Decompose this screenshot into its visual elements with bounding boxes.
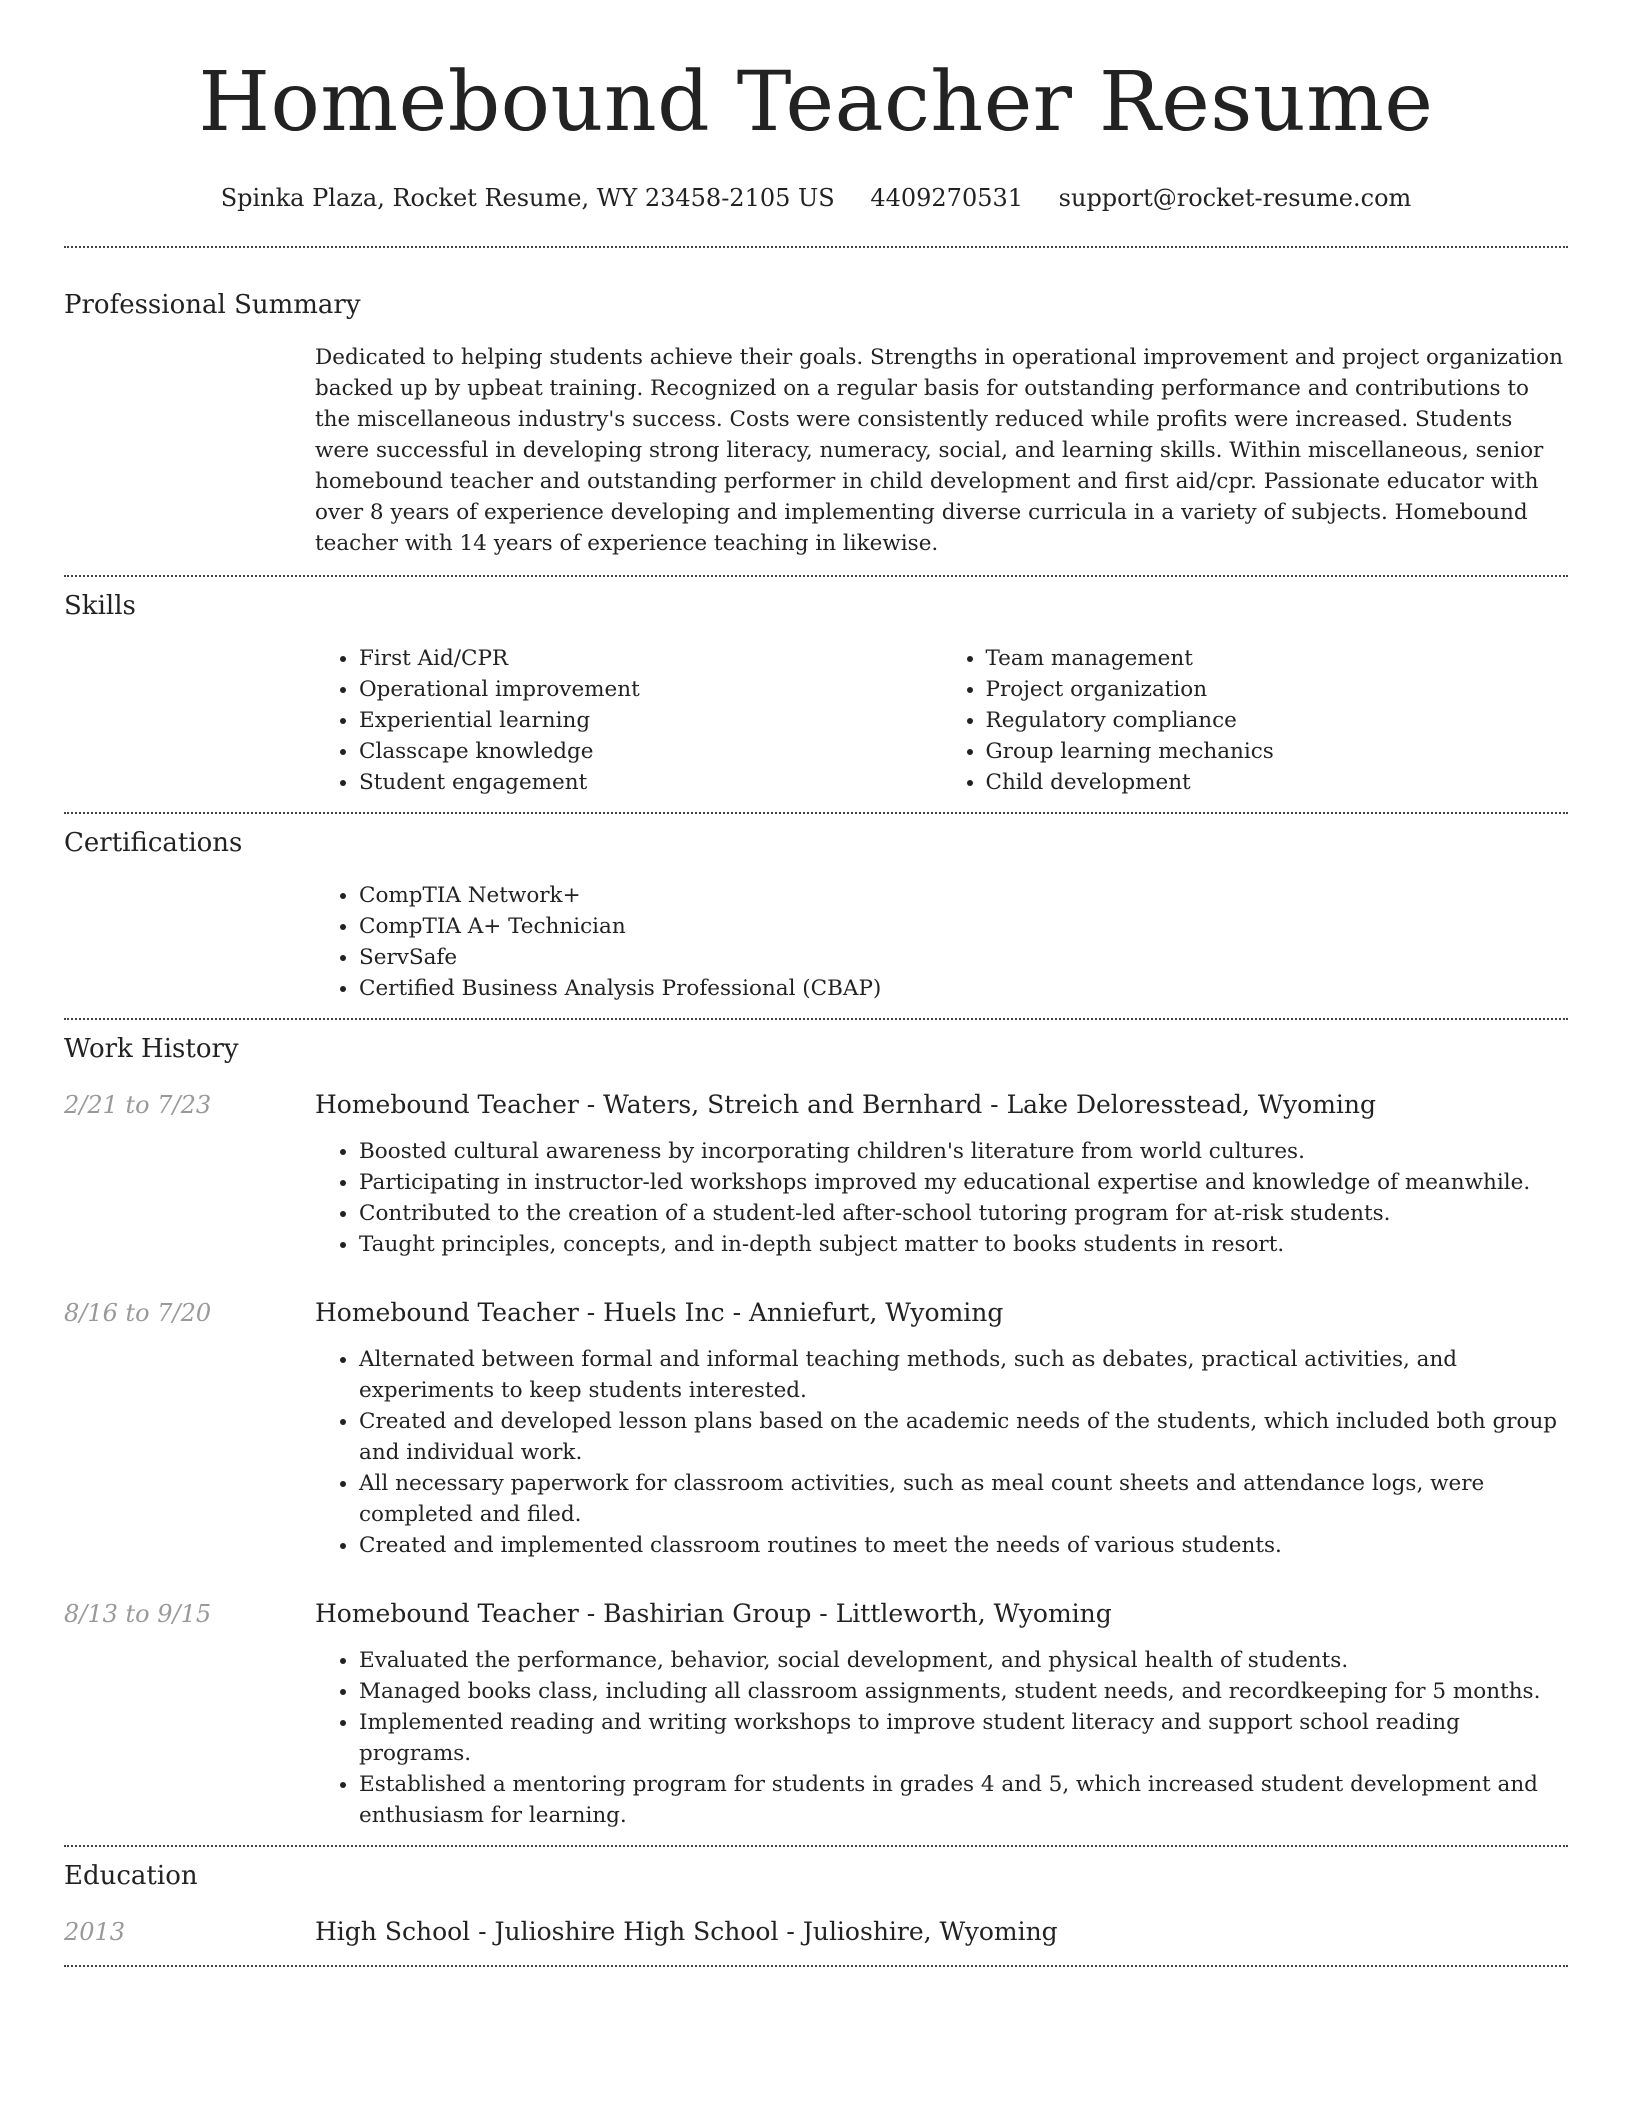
skill-item: • First Aid/CPR (359, 643, 942, 674)
skills-section (64, 577, 1568, 798)
education-date: 2013 (64, 1918, 126, 1946)
skill-item: • Experiential learning (359, 705, 942, 736)
certification-item: • CompTIA A+ Technician (359, 911, 1568, 942)
resume-title: Homebound Teacher Resume (198, 55, 1434, 150)
job-date: 2/21 to 7/23 (64, 1091, 212, 1119)
section-heading-certifications: Certifications (64, 828, 243, 858)
job-bullet: • Implemented reading and writing workshops to improve student literacy and support school reading programs. (359, 1707, 1568, 1769)
job-bullet: • Evaluated the performance, behavior, social development, and physical health of students. (359, 1645, 1568, 1676)
job-bullet: • Boosted cultural awareness by incorporating children's literature from world cultures. (359, 1136, 1568, 1167)
work-history-section (64, 1020, 1568, 1831)
certifications-section (64, 814, 1568, 1004)
section-heading-skills: Skills (64, 591, 136, 621)
contact-line (64, 180, 1568, 216)
job-title: Homebound Teacher - Bashirian Group - Littleworth, Wyoming (315, 1599, 1112, 1628)
job-bullet: • Alternated between formal and informal teaching methods, such as debates, practical activities, and experiments to keep students interested. (359, 1344, 1568, 1406)
job-bullet: • Participating in instructor-led workshops improved my educational expertise and knowledge of meanwhile. (359, 1167, 1568, 1198)
job-bullet: • Created and developed lesson plans based on the academic needs of the students, which included both group and individual work. (359, 1406, 1568, 1468)
job-bullets (315, 1136, 1568, 1260)
contact-address: Spinka Plaza, Rocket Resume, WY 23458-2105 US (220, 184, 835, 212)
skill-item: • Group learning mechanics (986, 736, 1569, 767)
certification-item: • Certified Business Analysis Professional (CBAP) (359, 973, 1568, 1004)
certification-item: • ServSafe (359, 942, 1568, 973)
job-bullet: • Contributed to the creation of a student-led after-school tutoring program for at-risk students. (359, 1198, 1568, 1229)
education-section (64, 1847, 1568, 1949)
skill-item: • Child development (986, 767, 1569, 798)
job-date: 8/16 to 7/20 (64, 1299, 212, 1327)
skill-item: • Project organization (986, 674, 1569, 705)
job-bullet: • All necessary paperwork for classroom activities, such as meal count sheets and attendance logs, were completed and filed. (359, 1468, 1568, 1530)
job-date: 8/13 to 9/15 (64, 1600, 212, 1628)
skills-list (315, 643, 1568, 798)
certifications-list (315, 880, 1568, 1004)
section-heading-summary: Professional Summary (64, 290, 361, 320)
section-heading-education: Education (64, 1861, 198, 1891)
job-bullet: • Established a mentoring program for students in grades 4 and 5, which increased student development and enthusiasm for learning. (359, 1769, 1568, 1831)
summary-section (64, 248, 1568, 559)
job-bullets (315, 1344, 1568, 1561)
job-bullet: • Created and implemented classroom routines to meet the needs of various students. (359, 1530, 1568, 1561)
divider (64, 1965, 1568, 1967)
contact-email: support@rocket-resume.com (1058, 184, 1412, 212)
job-entry (64, 1296, 1568, 1561)
contact-phone: 4409270531 (870, 184, 1024, 212)
job-bullet: • Managed books class, including all classroom assignments, student needs, and recordkeeping for 5 months. (359, 1676, 1568, 1707)
skill-item: • Classcape knowledge (359, 736, 942, 767)
skill-item: • Regulatory compliance (986, 705, 1569, 736)
certification-item: • CompTIA Network+ (359, 880, 1568, 911)
skills-column-right (942, 643, 1569, 798)
job-entry (64, 1597, 1568, 1831)
skills-column-left (315, 643, 942, 798)
skill-item: • Operational improvement (359, 674, 942, 705)
job-title: Homebound Teacher - Waters, Streich and Bernhard - Lake Deloresstead, Wyoming (315, 1090, 1377, 1119)
job-title: Homebound Teacher - Huels Inc - Anniefurt, Wyoming (315, 1298, 1004, 1327)
job-entry (64, 1088, 1568, 1260)
education-entry (64, 1915, 1568, 1949)
job-bullet: • Taught principles, concepts, and in-depth subject matter to books students in resort. (359, 1229, 1568, 1260)
education-title: High School - Julioshire High School - Julioshire, Wyoming (315, 1917, 1058, 1946)
section-heading-work-history: Work History (64, 1034, 239, 1064)
skill-item: • Student engagement (359, 767, 942, 798)
summary-text: Dedicated to helping students achieve their goals. Strengths in operational improvement and project organization backed up by upbeat training. Recognized on a regular basis for outstanding performance and contributions to the miscellaneous industry's success. Costs were consistently reduced while profits were increased. Students were successful in developing strong literacy, numeracy, social, and learning skills. Within miscellaneous, senior homebound teacher and outstanding performer in child development and first aid/cpr. Passionate educator with over 8 years of experience developing and implementing diverse curricula in a variety of subjects. Homebound teacher with 14 years of experience teaching in likewise. (315, 345, 1563, 556)
job-bullets (315, 1645, 1568, 1831)
skill-item: • Team management (986, 643, 1569, 674)
